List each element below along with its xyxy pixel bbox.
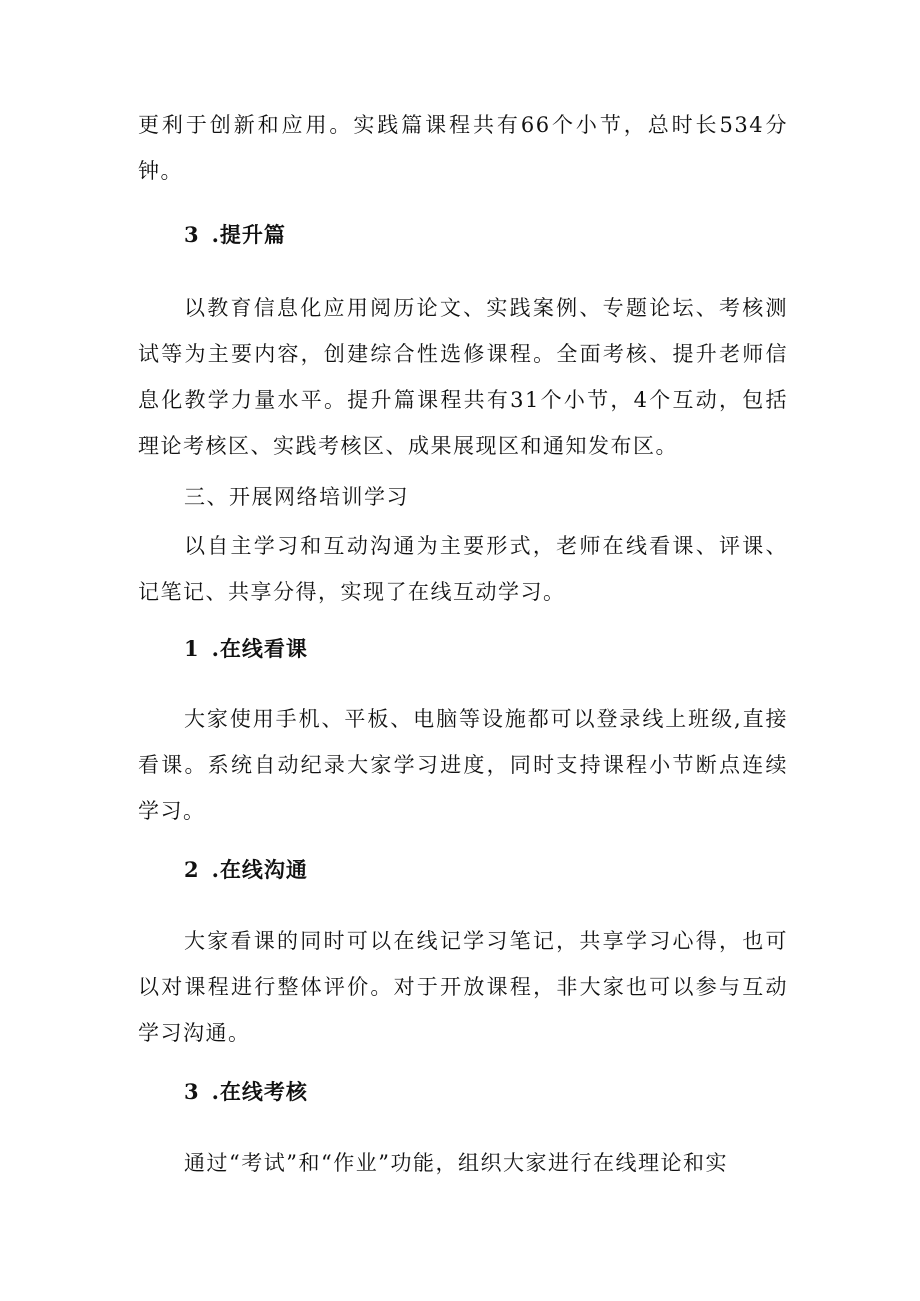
- paragraph-practice-summary: 更利于创新和应用。实践篇课程共有66个小节，总时长534分钟。: [138, 113, 788, 183]
- heading-advanced-part: [184, 212, 286, 258]
- section-title-online-training: 三、开展网络培训学习: [184, 485, 409, 509]
- heading-online-communication: [184, 847, 308, 893]
- paragraph-online-viewing: 大家使用手机、平板、电脑等设施都可以登录线上班级,直接看课。系统自动纪录大家学习进度，同时支持课程小节断点连续学习。: [138, 707, 788, 823]
- heading-number: 1: [184, 636, 200, 661]
- heading-number: 2: [184, 857, 200, 882]
- paragraph-advanced-part: 以教育信息化应用阅历论文、实践案例、专题论坛、考核测试等为主要内容，创建综合性选修课程。全面考核、提升老师信息化教学力量水平。提升篇课程共有31个小节，4个互动，包括理论考核区、实践考核区、成果展现区和通知发布区。: [138, 296, 788, 458]
- heading-online-assessment: [184, 1069, 308, 1115]
- heading-text: .在线看课: [211, 636, 308, 661]
- heading-text: .在线沟通: [211, 857, 308, 882]
- heading-online-viewing: [184, 626, 308, 672]
- paragraph-online-training: 以自主学习和互动沟通为主要形式，老师在线看课、评课、记笔记、共享分得，实现了在线互动学习。: [138, 534, 788, 604]
- heading-text: .提升篇: [211, 222, 286, 247]
- heading-number: 3: [184, 1079, 200, 1104]
- heading-number: 3: [184, 222, 200, 247]
- paragraph-online-assessment: 通过“考试”和“作业”功能，组织大家进行在线理论和实: [184, 1151, 728, 1175]
- heading-text: .在线考核: [211, 1079, 308, 1104]
- paragraph-online-communication: 大家看课的同时可以在线记学习笔记，共享学习心得，也可以对课程进行整体评价。对于开放课程，非大家也可以参与互动学习沟通。: [138, 929, 788, 1045]
